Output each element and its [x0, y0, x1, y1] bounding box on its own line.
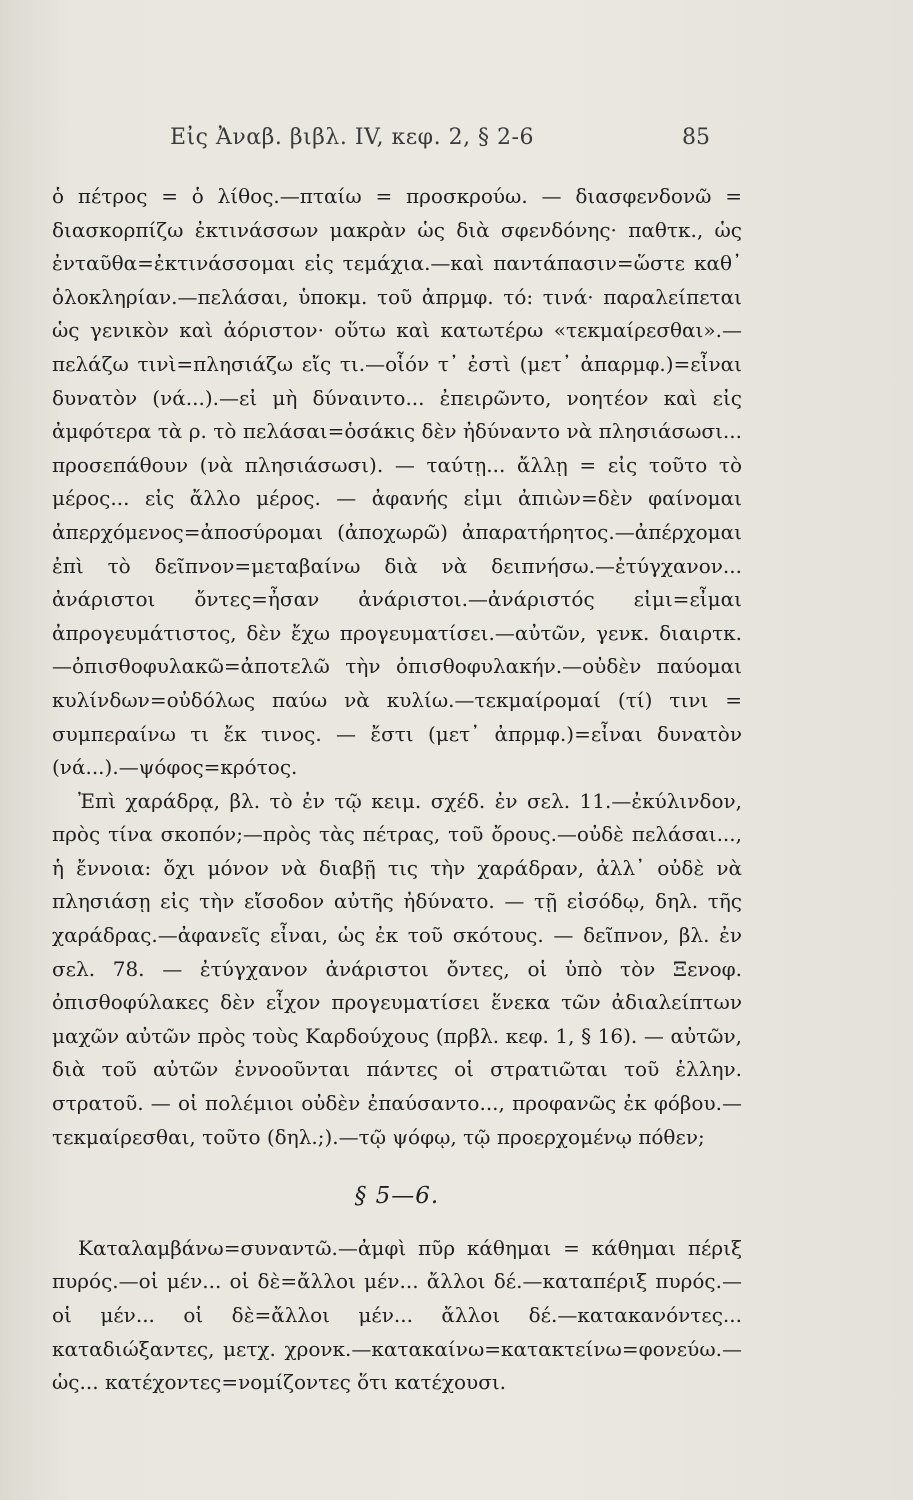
page-number: 85 [682, 125, 710, 150]
page-header [0, 125, 913, 165]
running-head: Εἰς Ἀναβ. βιβλ. IV, κεφ. 2, § 2-6 [170, 125, 534, 150]
commentary-paragraph: Ἐπὶ χαράδρᾳ, βλ. τὸ ἐν τῷ κειμ. σχέδ. ἐν σελ. 11.—ἐκύλινδον, πρὸς τίνα σκοπόν;—πρὸς τὰς πέτρας, τοῦ ὄρους.—οὐδὲ πελάσαι..., ἡ ἔννοια: ὄχι μόνον νὰ διαβῇ τις τὴν χαράδραν, ἀλλ᾽ οὐδὲ νὰ πλησιάσῃ εἰς τὴν εἴσοδον αὐτῆς ἠδύνατο. — τῇ εἰσόδῳ, δηλ. τῆς χαράδρας.—ἀφανεῖς εἶναι, ὡς ἐκ τοῦ σκότους. — δεῖπνον, βλ. ἐν σελ. 78. — ἐτύγχανον ἀνάριστοι ὄντες, οἱ ὑπὸ τὸν Ξενοφ. ὀπισθοφύλακες δὲν εἶχον προγευματίσει ἕνεκα τῶν ἀδιαλείπτων μαχῶν αὐτῶν πρὸς τοὺς Καρδούχους (πρβλ. κεφ. 1, § 16). — αὐτῶν, διὰ τοῦ αὐτῶν ἐννοοῦνται πάντες οἱ στρατιῶται τοῦ ἑλλην. στρατοῦ. — οἱ πολέμιοι οὐδὲν ἐπαύσαντο..., προφανῶς ἐκ φόβου.—τεκμαίρεσθαι, τοῦτο (δηλ.;).—τῷ ψόφῳ, τῷ προερχομένῳ πόθεν; [52, 788, 742, 1149]
commentary-text [52, 180, 742, 1400]
commentary-paragraph: Καταλαμβάνω=συναντῶ.—ἀμφὶ πῦρ κάθημαι = κάθημαι πέριξ πυρός.—οἱ μέν... οἱ δὲ=ἄλλοι μέν... ἄλλοι δέ.—καταπέριξ πυρός.—οἱ μέν... οἱ δὲ=ἄλλοι μέν... ἄλλοι δέ.—κατακανόντες... καταδιώξαντες, μετχ. χρονκ.—κατακαίνω=κατακτείνω=φονεύω.—ὡς... κατέχοντες=νομίζοντες ὅτι κατέχουσι. [52, 1235, 742, 1395]
commentary-paragraph: ὁ πέτρος = ὁ λίθος.—πταίω = προσκρούω. — διασφενδονῶ = διασκορπίζω ἐκτινάσσων μακρὰν ὡς διὰ σφενδόνης· παθτκ., ὡς ἐνταῦθα=ἐκτινάσσομαι εἰς τεμάχια.—καὶ παντάπασιν=ὥστε καθ᾽ ὁλοκληρίαν.—πελάσαι, ὑποκμ. τοῦ ἀπρμφ. τό: τινά· παραλείπεται ὡς γενικὸν καὶ ἀόριστον· οὕτω καὶ κατωτέρω «τεκμαίρεσθαι».—πελάζω τινὶ=πλησιάζω εἴς τι.—οἷόν τ᾽ ἐστὶ (μετ᾽ ἀπαρμφ.)=εἶναι δυνατὸν (νά...).—εἰ μὴ δύναιντο... ἐπειρῶντο, νοητέον καὶ εἰς ἀμφότερα τὰ ρ. τὸ πελάσαι=ὁσάκις δὲν ἠδύναντο νὰ πλησιάσωσι... προσεπάθουν (νὰ πλησιάσωσι). — ταύτῃ... ἄλλῃ = εἰς τοῦτο τὸ μέρος... εἰς ἄλλο μέρος. — ἀφανής εἰμι ἀπιὼν=δὲν φαίνομαι ἀπερχόμενος=ἀποσύρομαι (ἀποχωρῶ) ἀπαρατήρητος.—ἀπέρχομαι ἐπὶ τὸ δεῖπνον=μεταβαίνω διὰ νὰ δειπνήσω.—ἐτύγχανον... ἀνάριστοι ὄντες=ἦσαν ἀνάριστοι.—ἀνάριστός εἰμι=εἶμαι ἀπρογευμάτιστος, δὲν ἔχω προγευματίσει.—αὐτῶν, γενκ. διαιρτκ.—ὀπισθοφυλακῶ=ἀποτελῶ τὴν ὀπισθοφυλακήν.—οὐδὲν παύομαι κυλίνδων=οὐδόλως παύω νὰ κυλίω.—τεκμαίρομαί (τί) τινι = συμπεραίνω τι ἔκ τινος. — ἔστι (μετ᾽ ἀπρμφ.)=εἶναι δυνατὸν (νά...).—ψόφος=κρότος. [52, 184, 742, 780]
section-heading: § 5—6. [354, 1183, 440, 1210]
